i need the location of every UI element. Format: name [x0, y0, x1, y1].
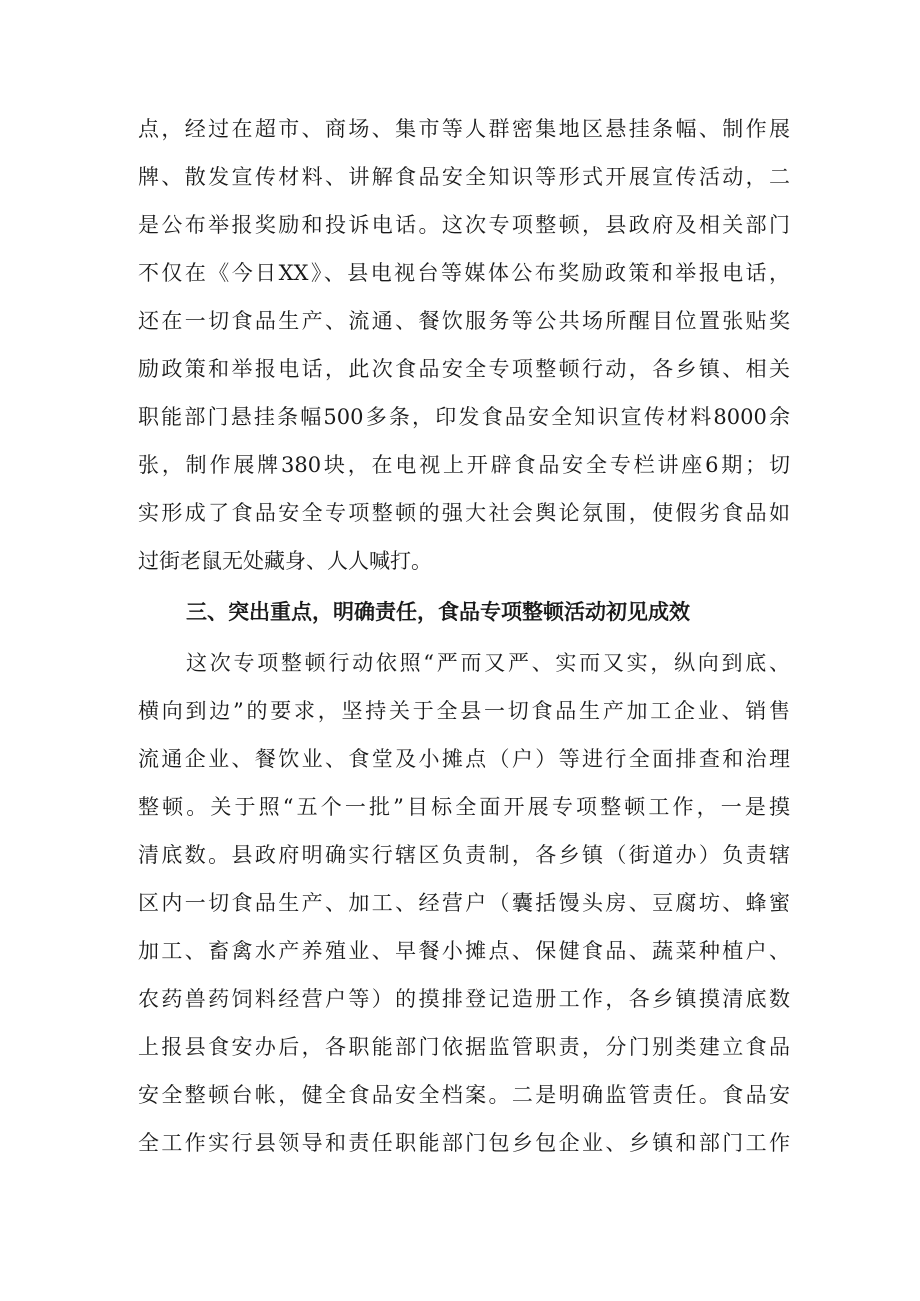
paragraph-line: 这次专项整顿行动依照“严而又严、实而又实，纵向到底、	[186, 651, 790, 675]
paragraph-line: 实形成了食品安全专项整顿的强大社会舆论氛围，使假劣食品如	[138, 501, 790, 525]
paragraph-line: 流通企业、餐饮业、食堂及小摊点（户）等进行全面排查和治理	[138, 747, 790, 771]
paragraph-line: 清底数。县政府明确实行辖区负责制，各乡镇（街道办）负责辖	[138, 843, 790, 867]
paragraph-line: 全工作实行县领导和责任职能部门包乡包企业、乡镇和部门工作	[138, 1131, 790, 1155]
paragraph-line: 安全整顿台帐，健全食品安全档案。二是明确监管责任。食品安	[138, 1083, 790, 1107]
paragraph-line: 张，制作展牌380块，在电视上开辟食品安全专栏讲座6期；切	[138, 453, 790, 477]
paragraph-line: 整顿。关于照“五个一批”目标全面开展专项整顿工作，一是摸	[138, 795, 790, 819]
paragraph-line: 横向到边”的要求，坚持关于全县一切食品生产加工企业、销售	[138, 699, 790, 723]
paragraph-line: 是公布举报奖励和投诉电话。这次专项整顿，县政府及相关部门	[138, 213, 790, 237]
paragraph-line: 还在一切食品生产、流通、餐饮服务等公共场所醒目位置张贴奖	[138, 309, 790, 333]
paragraph-line: 励政策和举报电话，此次食品安全专项整顿行动，各乡镇、相关	[138, 357, 790, 381]
paragraph-line: 区内一切食品生产、加工、经营户（囊括馒头房、豆腐坊、蜂蜜	[138, 891, 790, 915]
section-heading: 三、突出重点，明确责任，食品专项整顿活动初见成效	[186, 600, 690, 624]
paragraph-line: 上报县食安办后，各职能部门依据监管职责，分门别类建立食品	[138, 1035, 790, 1059]
paragraph-line: 加工、畜禽水产养殖业、早餐小摊点、保健食品、蔬菜种植户、	[138, 939, 790, 963]
paragraph-line: 牌、散发宣传材料、讲解食品安全知识等形式开展宣传活动，二	[138, 165, 790, 189]
paragraph-line: 不仅在《今日XX》、县电视台等媒体公布奖励政策和举报电话，	[138, 261, 790, 285]
paragraph-line: 职能部门悬挂条幅500多条，印发食品安全知识宣传材料8000余	[138, 405, 790, 429]
paragraph-line: 过街老鼠无处藏身、人人喊打。	[138, 549, 432, 573]
paragraph-line: 点，经过在超市、商场、集市等人群密集地区悬挂条幅、制作展	[138, 117, 790, 141]
paragraph-line: 农药兽药饲料经营户等）的摸排登记造册工作，各乡镇摸清底数	[138, 987, 790, 1011]
